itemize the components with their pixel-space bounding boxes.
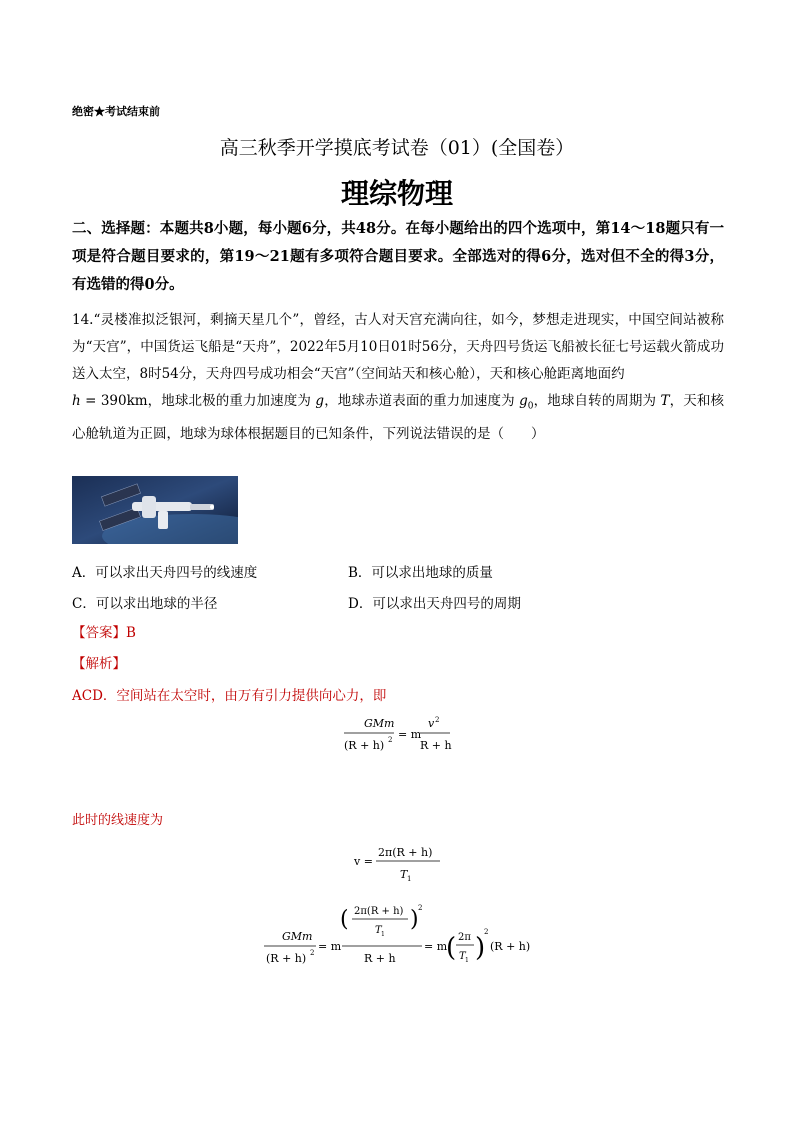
option-a: A．可以求出天舟四号的线速度 — [72, 565, 258, 581]
question-text-mid2: ，地球自转的周期为 — [533, 393, 661, 409]
var-T: T — [660, 393, 670, 409]
formula-velocity — [350, 840, 460, 888]
exam-title: 高三秋季开学摸底考试卷（01）(全国卷） — [219, 137, 575, 159]
formula-gravity — [340, 713, 460, 763]
f2-numerator: 2π(R + h) — [378, 846, 433, 859]
f3-eq1: = m — [318, 940, 342, 953]
section-instructions: 二、选择题：本题共8小题，每小题6分，共48分。在每小题给出的四个选项中，第14～18题只有一项是符合题目要求的，第19～21题有多项符合题目要求。全部选对的得6分，选对但不全的得3分，有选错的得0分。 — [72, 220, 724, 293]
analysis-label: 【解析】 — [72, 656, 126, 672]
question-text-hval: = 390km，地球北极的重力加速度为 — [80, 393, 316, 409]
question-14-text — [72, 307, 724, 448]
f3-lhs-num: GMm — [282, 930, 313, 943]
f1-numerator: GMm — [364, 717, 395, 730]
question-number: 14. — [72, 312, 94, 328]
f3-tail-num: 2π — [458, 932, 471, 943]
f1-right-num-exp: 2 — [435, 716, 440, 724]
f1-den-exp: 2 — [388, 736, 393, 744]
f3-paren2-right: ) — [475, 933, 486, 963]
option-d: D．可以求出天舟四号的周期 — [348, 596, 521, 612]
answer-label: 【答案】 — [72, 625, 126, 641]
f3-inner-exp: 2 — [418, 904, 423, 912]
f3-paren-right: ) — [410, 907, 419, 932]
f3-lhs-den-exp: 2 — [310, 949, 315, 957]
f1-right-den: R + h — [420, 739, 452, 752]
f3-lhs-den: (R + h) — [266, 952, 307, 965]
f3-inner-num: 2π(R + h) — [354, 906, 404, 917]
f1-right-num: v — [428, 717, 435, 730]
f3-inner-den: T — [375, 925, 382, 936]
option-c: C．可以求出地球的半径 — [72, 596, 218, 612]
f3-tail-den-sub: 1 — [465, 957, 469, 964]
f3-inner-den-sub: 1 — [381, 931, 385, 938]
f3-mid-den: R + h — [364, 952, 396, 965]
secret-label: 绝密★考试结束前 — [72, 105, 160, 118]
f3-tail: (R + h) — [490, 940, 531, 953]
answer-value: B — [126, 625, 136, 641]
f3-tail-den: T — [459, 951, 466, 962]
var-g0-sub: 0 — [527, 401, 534, 412]
var-h: h — [72, 393, 81, 409]
analysis-line-1: ACD．空间站在太空时，由万有引力提供向心力，即 — [72, 688, 387, 704]
option-b: B．可以求出地球的质量 — [348, 565, 493, 581]
formula-period — [262, 900, 532, 972]
var-g: g — [315, 393, 325, 409]
f3-paren-left: ( — [340, 907, 349, 932]
f2-lhs: v = — [354, 855, 373, 868]
question-text-end: ，天和核心舱轨道为正圆，地球为球体根据题目的已知条件，下列说法错误的是（ ） — [72, 393, 725, 442]
f2-denominator: T — [400, 868, 408, 881]
analysis-line-2: 此时的线速度为 — [72, 813, 164, 828]
f3-paren2-left: ( — [446, 933, 457, 963]
f1-denominator: (R + h) — [344, 739, 385, 752]
subject-title: 理综物理 — [340, 177, 453, 210]
f3-eq2: = m — [424, 940, 448, 953]
f2-den-sub: 1 — [407, 875, 412, 883]
question-text-mid: ，地球赤道表面的重力加速度为 — [324, 393, 520, 409]
answer-line — [72, 621, 136, 641]
space-station-image — [72, 476, 238, 544]
question-text-part1: “灵楼准拟泛银河，剩摘天星几个”，曾经，古人对天宫充满向往，如今，梦想走进现实，中国空间站被称为“天宫”，中国货运飞船是“天舟”，2022年5月10日01时56分，天舟四号货运飞船被长征七号运载火箭成功送入太空，8时54分，天舟四号成功相会“天宫”（空间站天和核心舱），天和核心舱距离地面约 — [72, 312, 724, 382]
f1-equals: = m — [398, 728, 422, 741]
f3-tail-exp: 2 — [484, 928, 489, 936]
var-g0: g — [519, 393, 528, 409]
